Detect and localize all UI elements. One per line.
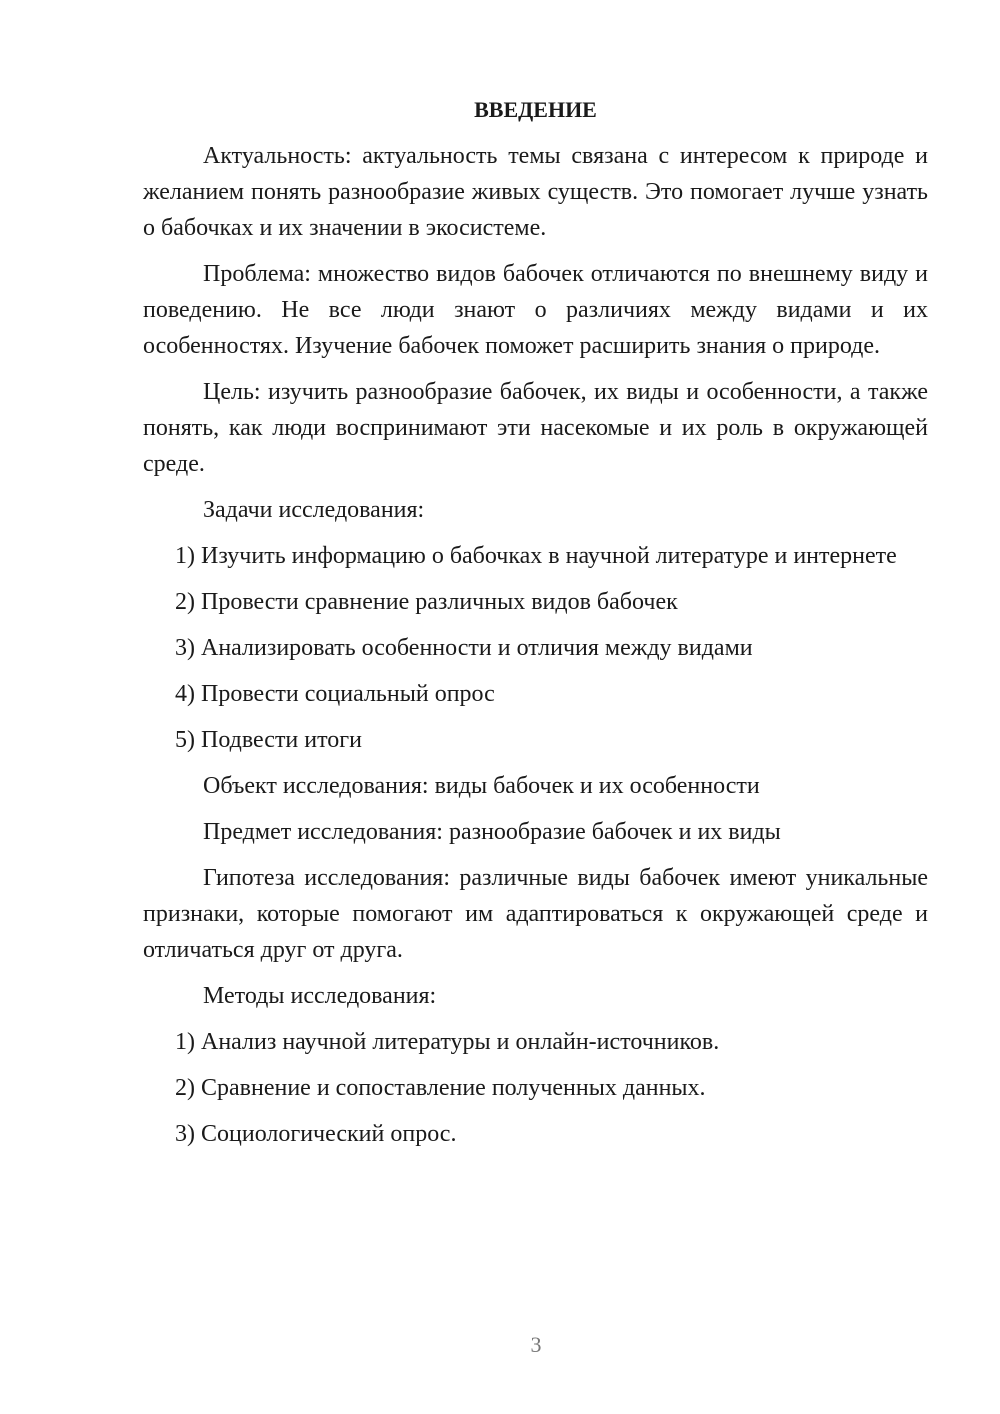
list-item: 3) Социологический опрос.	[175, 1121, 457, 1147]
research-subject: Предмет исследования: разнообразие бабочек и их виды	[203, 819, 781, 845]
section-title: ВВЕДЕНИЕ	[474, 97, 597, 122]
tasks-list	[143, 538, 928, 758]
list-item: 1) Изучить информацию о бабочках в научной литературе и интернете	[175, 543, 897, 569]
list-item: 2) Провести сравнение различных видов бабочек	[175, 589, 678, 615]
list-item: 4) Провести социальный опрос	[175, 681, 495, 707]
hypothesis-paragraph: Гипотеза исследования: различные виды бабочек имеют уникальные признаки, которые помогают им адаптироваться к окружающей среде и отличаться друг от друга.	[143, 865, 928, 963]
problem-paragraph: Проблема: множество видов бабочек отличаются по внешнему виду и поведению. Не все люди знают о различиях между видами и их особенностях. Изучение бабочек поможет расширить знания о природе.	[143, 261, 928, 359]
list-item: 3) Анализировать особенности и отличия между видами	[175, 635, 753, 661]
list-item: 1) Анализ научной литературы и онлайн-источников.	[175, 1029, 720, 1055]
methods-list	[143, 1024, 928, 1152]
tasks-heading: Задачи исследования:	[203, 497, 425, 523]
list-item: 5) Подвести итоги	[175, 727, 362, 753]
relevance-paragraph: Актуальность: актуальность темы связана с интересом к природе и желанием понять разнообразие живых существ. Это помогает лучше узнать о бабочках и их значении в экосистеме.	[143, 143, 928, 241]
list-item: 2) Сравнение и сопоставление полученных данных.	[175, 1075, 706, 1101]
research-object: Объект исследования: виды бабочек и их особенности	[203, 773, 760, 799]
page-number: 3	[530, 1332, 542, 1357]
page-body	[143, 92, 928, 1152]
goal-paragraph: Цель: изучить разнообразие бабочек, их виды и особенности, а также понять, как люди воспринимают эти насекомые и их роль в окружающей среде.	[143, 379, 928, 477]
methods-heading: Методы исследования:	[203, 983, 437, 1009]
